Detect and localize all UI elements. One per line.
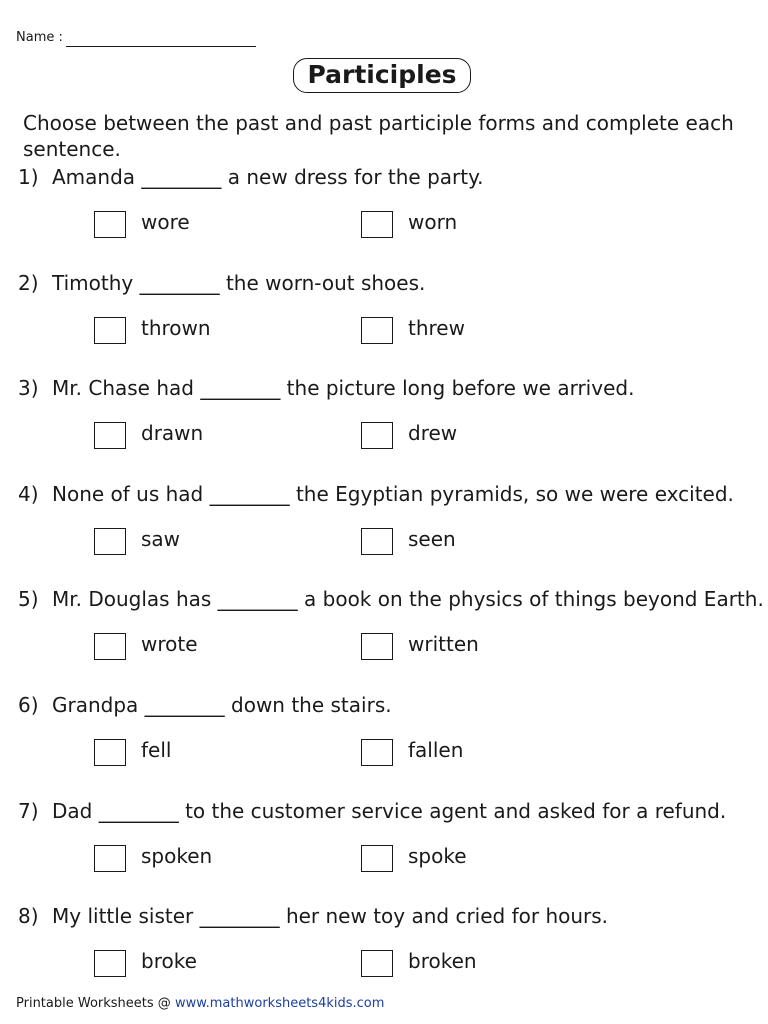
answer-checkbox[interactable]	[361, 845, 393, 872]
footer-label: Printable Worksheets @	[16, 996, 171, 1011]
answer-checkbox[interactable]	[94, 317, 126, 344]
answer-checkbox[interactable]	[94, 845, 126, 872]
answer-checkbox[interactable]	[94, 422, 126, 449]
answer-option-label: spoke	[408, 843, 467, 868]
answer-option-label: written	[408, 632, 479, 657]
question-text: None of us had ________ the Egyptian pyramids, so we were excited.	[52, 481, 734, 506]
answer-option-label: fallen	[408, 738, 464, 762]
answer-option-label: wrote	[141, 632, 198, 657]
answer-checkbox[interactable]	[361, 317, 393, 344]
question-number: 4)	[18, 481, 39, 506]
answer-checkbox[interactable]	[361, 950, 393, 977]
question-number: 2)	[18, 270, 39, 295]
answer-option-label: broke	[141, 949, 197, 974]
question-text: Dad ________ to the customer service agent and asked for a refund.	[52, 798, 727, 823]
answer-checkbox[interactable]	[361, 211, 393, 238]
question-text: My little sister ________ her new toy and cried for hours.	[52, 904, 609, 929]
answer-option-label: saw	[141, 526, 181, 551]
answer-option-label: fell	[141, 738, 172, 762]
answer-option-label: drew	[408, 421, 458, 446]
question-text: Mr. Chase had ________ the picture long before we arrived.	[52, 376, 635, 401]
worksheet-title: Participles	[293, 58, 471, 93]
footer-link[interactable]: www.mathworksheets4kids.com	[174, 996, 385, 1011]
question-number: 7)	[18, 798, 39, 823]
answer-checkbox[interactable]	[94, 739, 126, 766]
name-line[interactable]	[66, 46, 256, 47]
answer-checkbox[interactable]	[361, 739, 393, 766]
answer-option-label: thrown	[141, 315, 211, 340]
question-number: 1)	[18, 165, 39, 189]
answer-option-label: spoken	[141, 843, 213, 868]
question-text: Mr. Douglas has ________ a book on the physics of things beyond Earth.	[52, 587, 764, 612]
answer-checkbox[interactable]	[94, 950, 126, 977]
answer-checkbox[interactable]	[94, 211, 126, 238]
question-number: 6)	[18, 693, 39, 717]
question-number: 8)	[18, 904, 39, 929]
name-label: Name :	[16, 30, 63, 45]
answer-option-label: seen	[408, 526, 456, 551]
question-text: Timothy ________ the worn-out shoes.	[52, 270, 426, 295]
answer-option-label: threw	[408, 315, 465, 340]
answer-checkbox[interactable]	[361, 422, 393, 449]
answer-option-label: wore	[141, 210, 190, 234]
answer-checkbox[interactable]	[94, 528, 126, 555]
answer-option-label: worn	[408, 210, 458, 234]
answer-option-label: broken	[408, 949, 477, 974]
question-number: 5)	[18, 587, 39, 612]
question-text: Grandpa ________ down the stairs.	[52, 693, 392, 717]
answer-checkbox[interactable]	[94, 633, 126, 660]
footer	[16, 996, 384, 1011]
answer-checkbox[interactable]	[361, 528, 393, 555]
instructions: Choose between the past and past participle forms and complete each sentence.	[23, 111, 734, 161]
question-text: Amanda ________ a new dress for the party.	[52, 165, 484, 189]
question-number: 3)	[18, 376, 39, 401]
answer-option-label: drawn	[141, 421, 204, 446]
answer-checkbox[interactable]	[361, 633, 393, 660]
